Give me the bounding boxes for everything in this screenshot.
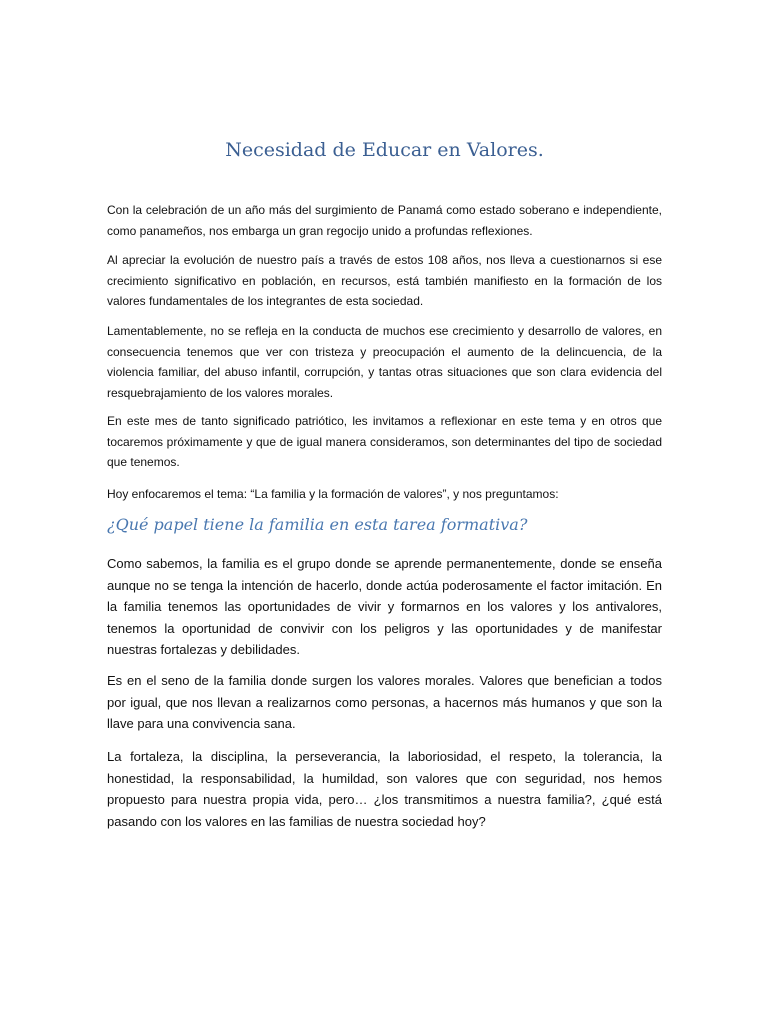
paragraph-familia-grupo: Como sabemos, la familia es el grupo donde se aprende permanentemente, donde se enseña aunque no se tenga la intención de hacerlo, donde actúa poderosamente el factor imitación. En la familia tenemos las oportunidades de vivir y formarnos en los valores y los antivalores, tenemos la oportunidad de convivir con los peligros y las oportunidades y de manifestar nuestras fortalezas y debilidades.: [107, 556, 662, 657]
paragraph-intro: Con la celebración de un año más del surgimiento de Panamá como estado soberano e independiente, como panameños, nos embarga un gran regocijo unido a profundas reflexiones.: [107, 203, 662, 238]
section-subheading: ¿Qué papel tiene la familia en esta tarea formativa?: [107, 515, 528, 534]
paragraph-valores-morales: Es en el seno de la familia donde surgen los valores morales. Valores que benefician a todos por igual, que nos llevan a realizarnos como personas, a hacernos más humanos y que son la llave para una convivencia sana.: [107, 673, 662, 731]
paragraph-lamentablemente: Lamentablemente, no se refleja en la conducta de muchos ese crecimiento y desarrollo de valores, en consecuencia tenemos que ver con tristeza y preocupación el aumento de la delincuencia, de la violencia familiar, del abuso infantil, corrupción, y tantas otras situaciones que son clara evidencia del resquebrajamiento de los valores morales.: [107, 324, 662, 400]
paragraph-evolution: Al apreciar la evolución de nuestro país a través de estos 108 años, nos lleva a cuestionarnos si ese crecimiento significativo en población, en recursos, está también manifiesto en la formación de los valores fundamentales de los integrantes de esta sociedad.: [107, 253, 662, 308]
paragraph-tema: Hoy enfocaremos el tema: “La familia y la formación de valores”, y nos preguntamos:: [107, 487, 559, 501]
paragraph-fortaleza: La fortaleza, la disciplina, la perseverancia, la laboriosidad, el respeto, la tolerancia, la honestidad, la responsabilidad, la humildad, son valores que con seguridad, nos hemos propuesto para nuestra propia vida, pero… ¿los transmitimos a nuestra familia?, ¿qué está pasando con los valores en las familias de nuestra sociedad hoy?: [107, 749, 662, 829]
document-page: [107, 0, 662, 1024]
paragraph-mes-patriotico: En este mes de tanto significado patriótico, les invitamos a reflexionar en este tema y en otros que tocaremos próximamente y que de igual manera consideramos, son determinantes del tipo de sociedad que tenemos.: [107, 414, 662, 469]
document-title: Necesidad de Educar en Valores.: [225, 139, 544, 161]
